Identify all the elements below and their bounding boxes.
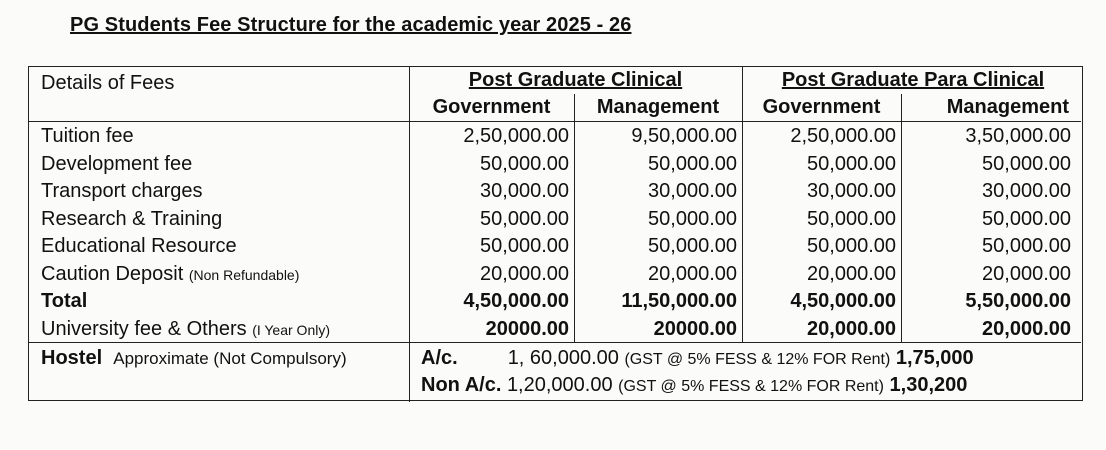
- subheader-management: Management: [946, 96, 1069, 118]
- fee-value: 50,000.00: [480, 207, 569, 230]
- fee-value: 30,000.00: [648, 180, 737, 202]
- fee-value: 20,000.00: [480, 262, 569, 285]
- fee-value: 20,000.00: [982, 317, 1071, 340]
- row-label: Transport charges: [41, 180, 203, 202]
- fee-value: 20000.00: [485, 317, 569, 340]
- subheader-government: Government: [432, 96, 551, 118]
- fee-value: 50,000.00: [807, 207, 896, 230]
- fee-table: [28, 66, 1083, 401]
- fee-value: 30,000.00: [480, 180, 569, 202]
- hostel-label: Hostel Approximate (Not Compulsory): [41, 347, 347, 369]
- fee-value: 20,000.00: [807, 317, 896, 340]
- group-header-clinical: Post Graduate Clinical: [468, 69, 683, 91]
- group-header-paraclinical: Post Graduate Para Clinical: [781, 69, 1045, 91]
- fee-value: 2,50,000.00: [463, 125, 569, 147]
- fee-value: 50,000.00: [982, 152, 1071, 175]
- fee-value: 20000.00: [653, 317, 737, 340]
- page-title: PG Students Fee Structure for the academic year 2025 - 26: [70, 14, 632, 36]
- fee-value: 30,000.00: [807, 180, 896, 202]
- fee-value: 30,000.00: [982, 180, 1071, 202]
- fee-value: 11,50,000.00: [621, 290, 737, 312]
- hostel-ac-row: A/c. 1, 60,000.00 (GST @ 5% FESS & 12% FOR Rent) 1,75,000: [421, 347, 974, 369]
- fee-value: 5,50,000.00: [965, 290, 1071, 312]
- fee-value: 50,000.00: [648, 207, 737, 230]
- subheader-management: Management: [596, 96, 720, 118]
- fee-value: 4,50,000.00: [790, 290, 896, 312]
- fee-value: 9,50,000.00: [631, 125, 737, 147]
- fee-value: 4,50,000.00: [463, 290, 569, 312]
- fee-value: 50,000.00: [648, 152, 737, 175]
- fee-value: 50,000.00: [480, 235, 569, 257]
- row-label: Development fee: [41, 152, 193, 175]
- fee-value: 50,000.00: [982, 207, 1071, 230]
- subheader-government: Government: [762, 96, 881, 118]
- row-label: University fee & Others (I Year Only): [41, 317, 331, 340]
- fee-value: 20,000.00: [982, 262, 1071, 285]
- row-label: Research & Training: [41, 207, 223, 230]
- row-label: Total: [41, 290, 88, 312]
- fee-value: 50,000.00: [982, 235, 1071, 257]
- row-label: Tuition fee: [41, 125, 134, 147]
- fee-value: 2,50,000.00: [790, 125, 896, 147]
- fee-value: 50,000.00: [480, 152, 569, 175]
- fee-value: 20,000.00: [648, 262, 737, 285]
- fee-value: 50,000.00: [807, 152, 896, 175]
- fee-value: 3,50,000.00: [965, 125, 1071, 147]
- hostel-nonac-row: Non A/c. 1,20,000.00 (GST @ 5% FESS & 12% FOR Rent) 1,30,200: [421, 374, 968, 396]
- fee-value: 50,000.00: [648, 235, 737, 257]
- details-header: Details of Fees: [41, 72, 175, 94]
- row-label: Educational Resource: [41, 235, 237, 257]
- fee-value: 50,000.00: [807, 235, 896, 257]
- row-label: Caution Deposit (Non Refundable): [41, 262, 300, 285]
- fee-value: 20,000.00: [807, 262, 896, 285]
